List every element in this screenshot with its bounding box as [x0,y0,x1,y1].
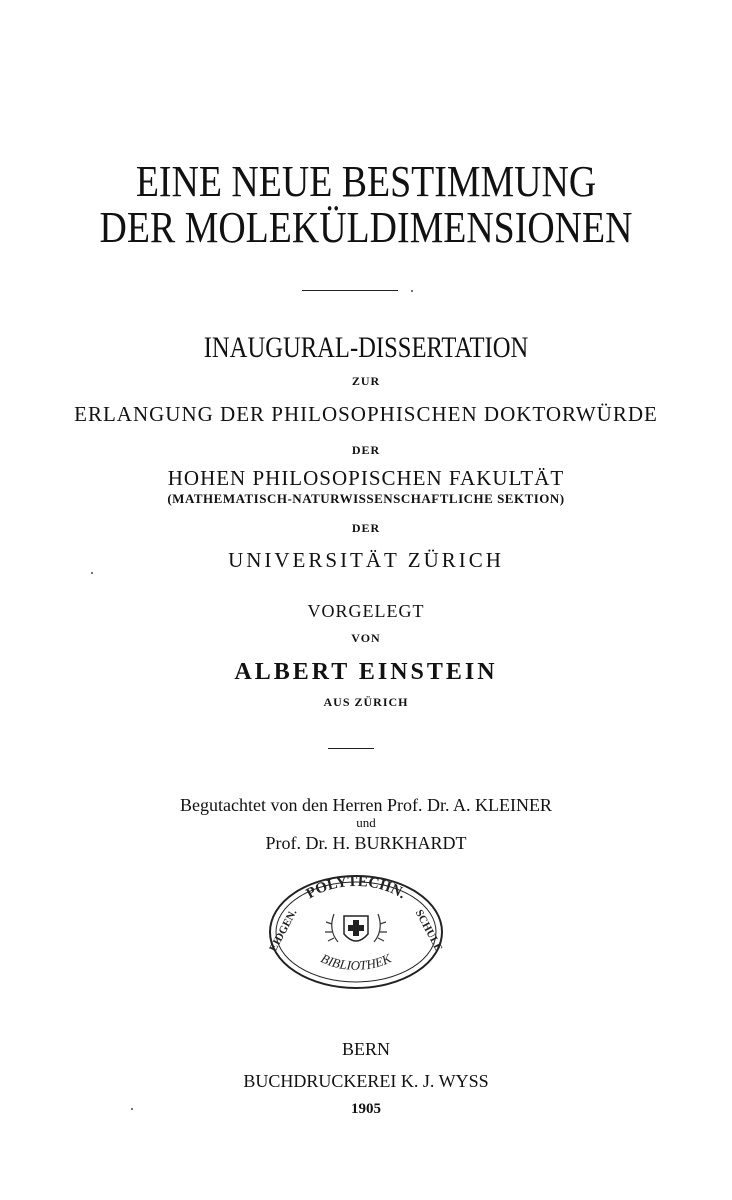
stamp-left-text: EIDGEN. [267,907,300,954]
title-line-2: DER MOLEKÜLDIMENSIONEN [99,203,633,252]
stamp-top-text [304,874,409,903]
reviewers-und: und [356,815,376,830]
text-zur: ZUR [351,374,381,388]
stamp-bottom-textpath: BIBLIOTHEK [318,950,394,973]
stamp-bottom-text [319,950,395,973]
author-name: ALBERT EINSTEIN [234,659,498,685]
text-der-2: DER [351,521,381,535]
submitted-line: VORGELEGT [307,601,425,621]
imprint-city: BERN [341,1039,390,1059]
section-line: (MATHEMATISCH-NATURWISSENSCHAFTLICHE SEKTION) [167,491,565,506]
purpose-line: ERLANGUNG DER PHILOSOPHISCHEN DOKTORWÜRDE [74,402,658,426]
author-origin: AUS ZÜRICH [323,695,409,709]
swiss-shield-icon [344,916,368,941]
imprint-printer: BUCHDRUCKEREI K. J. WYSS [243,1071,489,1091]
margin-dot-1 [91,572,93,574]
stamp-right-text: SCHULE [412,907,445,954]
title-line-1: EINE NEUE BESTIMMUNG [135,157,597,206]
text-der-1: DER [351,443,381,457]
divider-dot [411,290,413,292]
reviewers-line-1: Begutachtet von den Herren Prof. Dr. A. KLEINER [180,795,552,815]
stamp-top-textpath: POLYTECHN. [303,873,409,903]
text-von: VON [351,631,381,645]
author-divider [328,748,374,749]
university-line: UNIVERSITÄT ZÜRICH [228,548,504,572]
dissertation-heading: INAUGURAL-DISSERTATION [203,331,529,364]
title-divider [302,290,398,291]
faculty-line: HOHEN PHILOSOPISCHEN FAKULTÄT [167,466,565,490]
library-stamp [266,872,446,992]
imprint-year: 1905 [351,1101,381,1117]
reviewers-line-2: Prof. Dr. H. BURKHARDT [265,833,467,853]
